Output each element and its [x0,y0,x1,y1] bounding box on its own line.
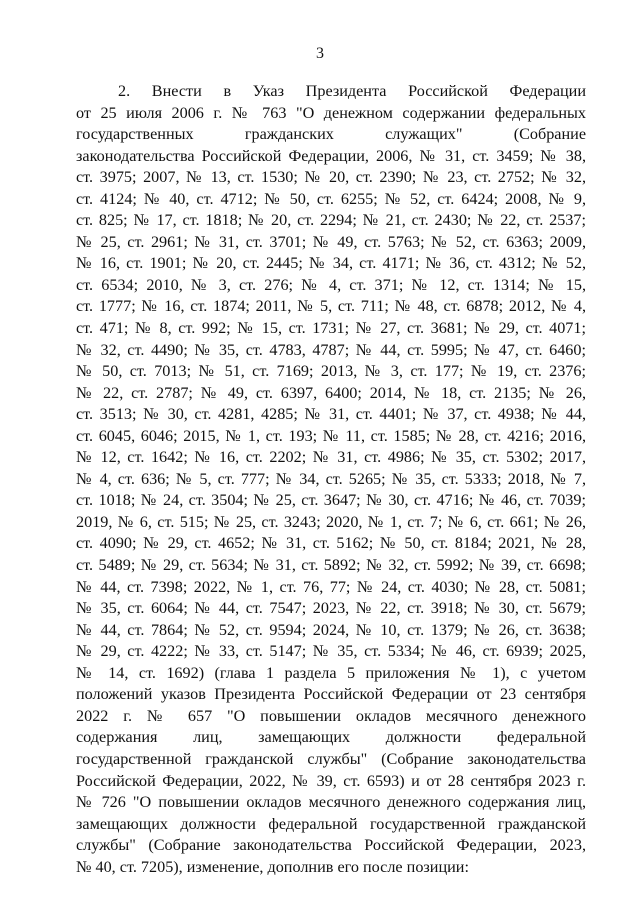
paragraph-line: № 44, ст. 7864; № 52, ст. 9594; 2024, № 10, ст. 1379; № 26, ст. 3638; [76,620,586,639]
paragraph-line: № 4, ст. 636; № 5, ст. 777; № 34, ст. 5265; № 35, ст. 5333; 2018, № 7, [76,469,586,488]
page-number: 3 [316,45,324,62]
paragraph-line: № 726 "О повышении окладов месячного денежного содержания лиц, [76,793,586,812]
paragraph-line: ст. 3513; № 30, ст. 4281, 4285; № 31, ст. 4401; № 37, ст. 4938; № 44, [76,405,586,424]
paragraph-line: ст. 4124; № 40, ст. 4712; № 50, ст. 6255; № 52, ст. 6424; 2008, № 9, [76,189,586,208]
paragraph-line: № 25, ст. 2961; № 31, ст. 3701; № 49, ст. 5763; № 52, ст. 6363; 2009, [76,232,586,251]
paragraph-line: содержания лиц, замещающих должности федеральной [76,728,586,747]
paragraph-line: 2022 г. № 657 "О повышении окладов месячного денежного [76,706,586,725]
decree-amendment-paragraph [76,81,586,878]
paragraph-line: ст. 5489; № 29, ст. 5634; № 31, ст. 5892; № 32, ст. 5992; № 39, ст. 6698; [76,556,586,575]
paragraph-line: № 16, ст. 1901; № 20, ст. 2445; № 34, ст. 4171; № 36, ст. 4312; № 52, [76,254,586,273]
paragraph-line: ст. 1777; № 16, ст. 1874; 2011, № 5, ст. 711; № 48, ст. 6878; 2012, № 4, [76,297,586,316]
paragraph-line: государственных гражданских служащих" (Собрание [76,125,586,144]
paragraph-line: ст. 1018; № 24, ст. 3504; № 25, ст. 3647; № 30, ст. 4716; № 46, ст. 7039; [76,491,586,510]
paragraph-line: ст. 471; № 8, ст. 992; № 15, ст. 1731; № 27, ст. 3681; № 29, ст. 4071; [76,319,586,338]
paragraph-line: ст. 4090; № 29, ст. 4652; № 31, ст. 5162; № 50, ст. 8184; 2021, № 28, [76,534,586,553]
paragraph-line: № 44, ст. 7398; 2022, № 1, ст. 76, 77; № 24, ст. 4030; № 28, ст. 5081; [76,577,586,596]
paragraph-line: № 22, ст. 2787; № 49, ст. 6397, 6400; 2014, № 18, ст. 2135; № 26, [76,383,586,402]
paragraph-line: № 32, ст. 4490; № 35, ст. 4783, 4787; № 44, ст. 5995; № 47, ст. 6460; [76,340,586,359]
paragraph-line: ст. 6045, 6046; 2015, № 1, ст. 193; № 11, ст. 1585; № 28, ст. 4216; 2016, [76,426,586,445]
paragraph-line: положений указов Президента Российской Федерации от 23 сентября [76,685,586,704]
paragraph-line: Российской Федерации, 2022, № 39, ст. 6593) и от 28 сентября 2023 г. [76,771,586,790]
paragraph-line: № 14, ст. 1692) (глава 1 раздела 5 приложения № 1), с учетом [76,663,586,682]
paragraph-line: 2. Внести в Указ Президента Российской Федерации [118,82,586,100]
paragraph-line: службы" (Собрание законодательства Российской Федерации, 2023, [76,836,586,855]
paragraph-line: № 50, ст. 7013; № 51, ст. 7169; 2013, № 3, ст. 177; № 19, ст. 2376; [76,362,586,381]
paragraph-line: ст. 825; № 17, ст. 1818; № 20, ст. 2294; № 21, ст. 2430; № 22, ст. 2537; [76,211,586,230]
paragraph-line: ст. 6534; 2010, № 3, ст. 276; № 4, ст. 371; № 12, ст. 1314; № 15, [76,275,586,294]
paragraph-line: № 12, ст. 1642; № 16, ст. 2202; № 31, ст. 4986; № 35, ст. 5302; 2017, [76,448,586,467]
paragraph-line: № 35, ст. 6064; № 44, ст. 7547; 2023, № 22, ст. 3918; № 30, ст. 5679; [76,599,586,618]
paragraph-line: законодательства Российской Федерации, 2006, № 31, ст. 3459; № 38, [76,146,586,165]
paragraph-line: № 29, ст. 4222; № 33, ст. 5147; № 35, ст. 5334; № 46, ст. 6939; 2025, [76,642,586,661]
paragraph-line: ст. 3975; 2007, № 13, ст. 1530; № 20, ст. 2390; № 23, ст. 2752; № 32, [76,168,586,187]
paragraph-line: от 25 июля 2006 г. № 763 "О денежном содержании федеральных [76,103,586,122]
paragraph-line: замещающих должности федеральной государственной гражданской [76,814,586,833]
paragraph-line: № 40, ст. 7205), изменение, дополнив его после позиции: [76,857,469,876]
paragraph-line: 2019, № 6, ст. 515; № 25, ст. 3243; 2020, № 1, ст. 7; № 6, ст. 661; № 26, [76,512,586,531]
paragraph-line: государственной гражданской службы" (Собрание законодательства [76,749,586,768]
